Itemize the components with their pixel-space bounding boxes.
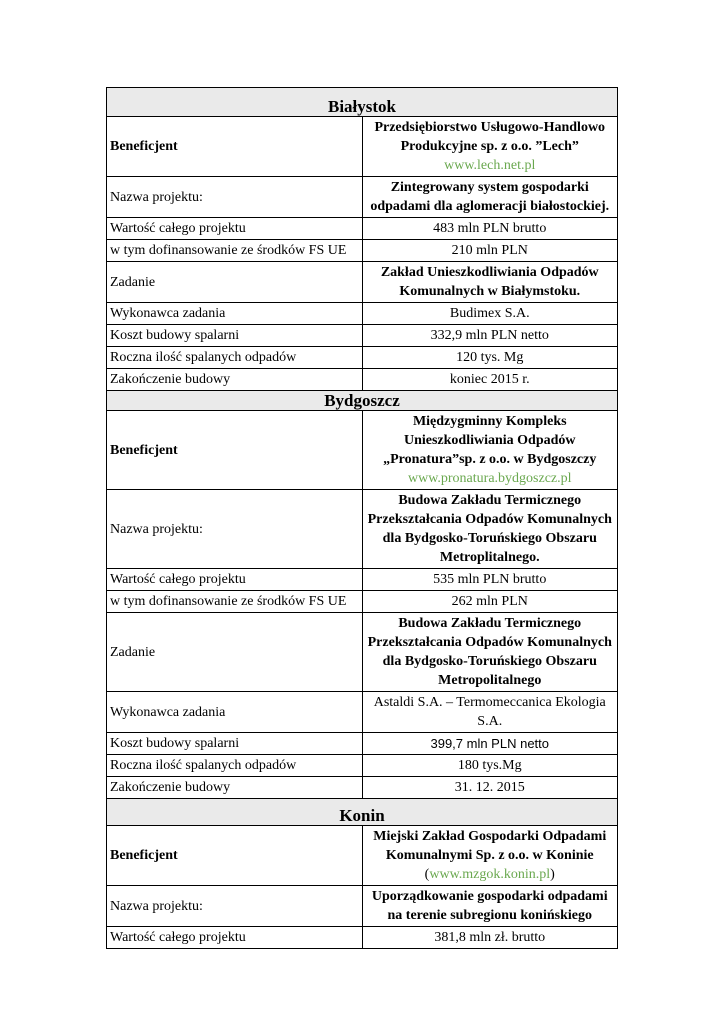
- table-row: [107, 303, 618, 325]
- row-label: Wartość całego projektu: [107, 218, 363, 240]
- table-row: [107, 490, 618, 569]
- table-row: [107, 240, 618, 262]
- row-label: Koszt budowy spalarni: [107, 733, 363, 755]
- row-label: Beneficjent: [107, 411, 363, 490]
- beneficiary-name: Miejski Zakład Gospodarki Odpadami Komunalnymi Sp. z o.o. w Koninie: [373, 829, 607, 863]
- table-row: [107, 692, 618, 733]
- row-label: Wykonawca zadania: [107, 303, 363, 325]
- row-label: Zakończenie budowy: [107, 777, 363, 799]
- contractor-value: Astaldi S.A. – Termomeccanica Ekologia S.A.: [362, 692, 618, 733]
- table-row: [107, 117, 618, 177]
- table-row: [107, 177, 618, 218]
- beneficiary-name: Przedsiębiorstwo Usługowo-Handlowo Produkcyjne sp. z o.o. ”Lech”: [374, 120, 606, 154]
- project-name: Zintegrowany system gospodarki odpadami dla aglomeracji białostockiej.: [362, 177, 618, 218]
- section-header-konin: [107, 799, 618, 826]
- row-label: Nazwa projektu:: [107, 490, 363, 569]
- row-label: Wykonawca zadania: [107, 692, 363, 733]
- completion-value: 31. 12. 2015: [362, 777, 618, 799]
- row-label: Koszt budowy spalarni: [107, 325, 363, 347]
- beneficiary-link-wrap: [366, 865, 615, 884]
- row-label: Nazwa projektu:: [107, 177, 363, 218]
- beneficiary-name: Międzygminny Kompleks Unieszkodliwiania Odpadów „Pronatura”sp. z o.o. w Bydgoszczy: [383, 414, 597, 467]
- cost-value: 332,9 mln PLN netto: [362, 325, 618, 347]
- beneficiary-cell: [362, 826, 618, 886]
- table-row: [107, 755, 618, 777]
- table-row: [107, 325, 618, 347]
- table-row: [107, 777, 618, 799]
- table-row: [107, 347, 618, 369]
- project-name: Budowa Zakładu Termicznego Przekształcania Odpadów Komunalnych dla Bydgosko-Toruńskiego Obszaru Metroplitalnego.: [362, 490, 618, 569]
- table-row: [107, 218, 618, 240]
- row-label: Roczna ilość spalanych odpadów: [107, 755, 363, 777]
- table-row: [107, 569, 618, 591]
- row-label: Roczna ilość spalanych odpadów: [107, 347, 363, 369]
- beneficiary-cell: [362, 117, 618, 177]
- cost-value: 399,7 mln PLN netto: [362, 733, 618, 755]
- row-label: Wartość całego projektu: [107, 569, 363, 591]
- table-row: [107, 613, 618, 692]
- row-label: Wartość całego projektu: [107, 927, 363, 949]
- row-label: Beneficjent: [107, 826, 363, 886]
- table-row: [107, 886, 618, 927]
- row-label: Nazwa projektu:: [107, 886, 363, 927]
- table-row: [107, 369, 618, 391]
- beneficiary-link[interactable]: www.mzgok.konin.pl: [429, 867, 551, 882]
- table-row: [107, 262, 618, 303]
- table-row: [107, 927, 618, 949]
- beneficiary-cell: [362, 411, 618, 490]
- row-label: Zadanie: [107, 613, 363, 692]
- projects-table: [106, 87, 618, 949]
- cofinancing-value: 210 mln PLN: [362, 240, 618, 262]
- capacity-value: 180 tys.Mg: [362, 755, 618, 777]
- table-row: [107, 733, 618, 755]
- project-value: 483 mln PLN brutto: [362, 218, 618, 240]
- contractor-value: Budimex S.A.: [362, 303, 618, 325]
- row-label: Beneficjent: [107, 117, 363, 177]
- table-row: [107, 411, 618, 490]
- task-value: Budowa Zakładu Termicznego Przekształcania Odpadów Komunalnych dla Bydgosko-Toruńskiego Obszaru Metropolitalnego: [362, 613, 618, 692]
- capacity-value: 120 tys. Mg: [362, 347, 618, 369]
- paren-open: (: [424, 867, 430, 882]
- paren-close: ): [550, 867, 555, 882]
- row-label: Zakończenie budowy: [107, 369, 363, 391]
- beneficiary-link[interactable]: www.pronatura.bydgoszcz.pl: [407, 471, 572, 486]
- row-label: w tym dofinansowanie ze środków FS UE: [107, 591, 363, 613]
- city-heading: Konin: [107, 799, 618, 826]
- row-label: Zadanie: [107, 262, 363, 303]
- table-row: [107, 591, 618, 613]
- section-header-bydgoszcz: [107, 391, 618, 411]
- table-row: [107, 826, 618, 886]
- project-value: 381,8 mln zł. brutto: [362, 927, 618, 949]
- task-value: Zakład Unieszkodliwiania Odpadów Komunalnych w Białymstoku.: [362, 262, 618, 303]
- completion-value: koniec 2015 r.: [362, 369, 618, 391]
- city-heading: Białystok: [107, 88, 618, 117]
- row-label: w tym dofinansowanie ze środków FS UE: [107, 240, 363, 262]
- project-value: 535 mln PLN brutto: [362, 569, 618, 591]
- section-header-bialystok: [107, 88, 618, 117]
- beneficiary-link[interactable]: www.lech.net.pl: [444, 158, 536, 173]
- cofinancing-value: 262 mln PLN: [362, 591, 618, 613]
- project-name: Uporządkowanie gospodarki odpadami na terenie subregionu konińskiego: [362, 886, 618, 927]
- city-heading: Bydgoszcz: [107, 391, 618, 411]
